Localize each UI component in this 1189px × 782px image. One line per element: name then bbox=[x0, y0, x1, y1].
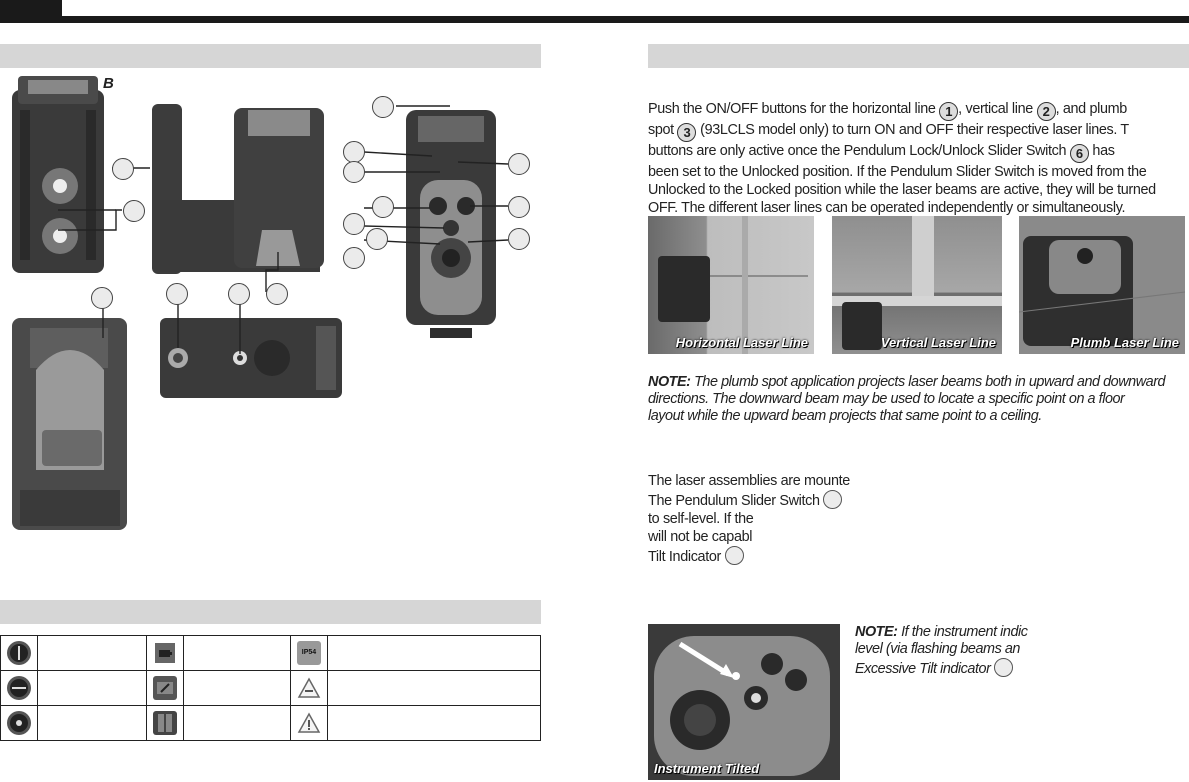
caution-triangle-icon bbox=[297, 676, 321, 700]
section-heading-bar-right-top bbox=[648, 44, 1189, 68]
ip54-rating-icon: IP54 bbox=[297, 641, 321, 665]
tilt-note: NOTE: If the instrument indic level (via flashing beams an Excessive Tilt indicator bbox=[855, 624, 1028, 677]
callout-circle bbox=[372, 96, 394, 118]
battery-pack-icon bbox=[153, 711, 177, 735]
callout-circle bbox=[508, 196, 530, 218]
table-cell bbox=[38, 636, 147, 671]
laser-unit-bottom-view bbox=[160, 318, 342, 398]
table-cell bbox=[184, 671, 291, 706]
vertical-laser-photo: Vertical Laser Line bbox=[832, 216, 1002, 354]
callout-circle bbox=[266, 283, 288, 305]
battery-charging-icon bbox=[153, 676, 177, 700]
pendulum-paragraph: The laser assemblies are mounte The Pendulum Slider Switch to self-level. If the will not be capabl Tilt Indicator bbox=[648, 473, 850, 565]
callout-circle bbox=[508, 228, 530, 250]
callout-circle bbox=[343, 247, 365, 269]
plumb-spot-button-icon bbox=[7, 711, 31, 735]
plumb-laser-photo: Plumb Laser Line bbox=[1019, 216, 1185, 354]
callout-number-3: 3 bbox=[677, 123, 696, 142]
table-cell bbox=[184, 706, 291, 741]
table-cell bbox=[38, 671, 147, 706]
section-heading-bar-left-top bbox=[0, 44, 541, 68]
callout-circle bbox=[994, 658, 1013, 677]
table-cell bbox=[1, 636, 38, 671]
warning-triangle-icon bbox=[297, 711, 321, 735]
callout-circle bbox=[123, 200, 145, 222]
table-cell bbox=[328, 671, 541, 706]
horizontal-line-button-icon bbox=[7, 641, 31, 665]
callout-number-6: 6 bbox=[1070, 144, 1089, 163]
callout-circle bbox=[91, 287, 113, 309]
plumb-spot-note: NOTE: The plumb spot application projects laser beams both in upward and downward directions. The downward beam may be used to locate a specific point on a floor layout while the upward beam projects that same point to a ceiling. bbox=[648, 374, 1166, 424]
symbol-table bbox=[0, 635, 541, 741]
wall-bracket bbox=[12, 318, 127, 530]
callout-number-2: 2 bbox=[1037, 102, 1056, 121]
callout-circle bbox=[508, 153, 530, 175]
battery-icon bbox=[153, 641, 177, 665]
table-cell bbox=[147, 706, 184, 741]
table-cell bbox=[328, 706, 541, 741]
table-cell bbox=[147, 671, 184, 706]
vertical-line-button-icon bbox=[7, 676, 31, 700]
table-cell bbox=[147, 636, 184, 671]
table-row bbox=[1, 671, 541, 706]
callout-circle bbox=[228, 283, 250, 305]
laser-unit-control-panel-view bbox=[406, 110, 496, 338]
header-rule bbox=[0, 16, 1189, 23]
instrument-tilted-photo: Instrument Tilted bbox=[648, 624, 840, 780]
table-cell bbox=[291, 706, 328, 741]
laser-unit-with-bracket bbox=[152, 104, 324, 274]
table-cell bbox=[1, 706, 38, 741]
callout-number-1: 1 bbox=[939, 102, 958, 121]
table-cell bbox=[1, 671, 38, 706]
table-cell bbox=[291, 636, 328, 671]
table-row bbox=[1, 706, 541, 741]
horizontal-laser-photo: Horizontal Laser Line bbox=[648, 216, 814, 354]
table-row bbox=[1, 636, 541, 671]
laser-level-illustration bbox=[0, 70, 560, 540]
laser-buttons-paragraph: Push the ON/OFF buttons for the horizontal line 1 , vertical line 2 , and plumb spot 3 (93LCLS model only) to turn ON and OFF their respective laser lines. T buttons are only active once the Pendulum Lock/Unlock Slider Switch 6 has been set to the Unlocked position. If the Pendulum Slider Switch is moved from the Unlocked to the Locked position while the laser beams are active, they will be turned OFF. The different laser lines can be operated independently or simultaneously. bbox=[648, 101, 1156, 216]
callout-circle bbox=[725, 546, 744, 565]
callout-circle bbox=[823, 490, 842, 509]
section-heading-bar-left-bottom bbox=[0, 600, 541, 624]
table-cell bbox=[328, 636, 541, 671]
callout-circle bbox=[343, 141, 365, 163]
figure-label: B bbox=[103, 75, 114, 92]
laser-unit-front-view bbox=[12, 76, 104, 273]
callout-circle bbox=[343, 213, 365, 235]
callout-circle bbox=[166, 283, 188, 305]
table-cell bbox=[38, 706, 147, 741]
callout-circle bbox=[366, 228, 388, 250]
callout-circle bbox=[112, 158, 134, 180]
table-cell bbox=[184, 636, 291, 671]
callout-circle bbox=[343, 161, 365, 183]
callout-circle bbox=[372, 196, 394, 218]
table-cell bbox=[291, 671, 328, 706]
